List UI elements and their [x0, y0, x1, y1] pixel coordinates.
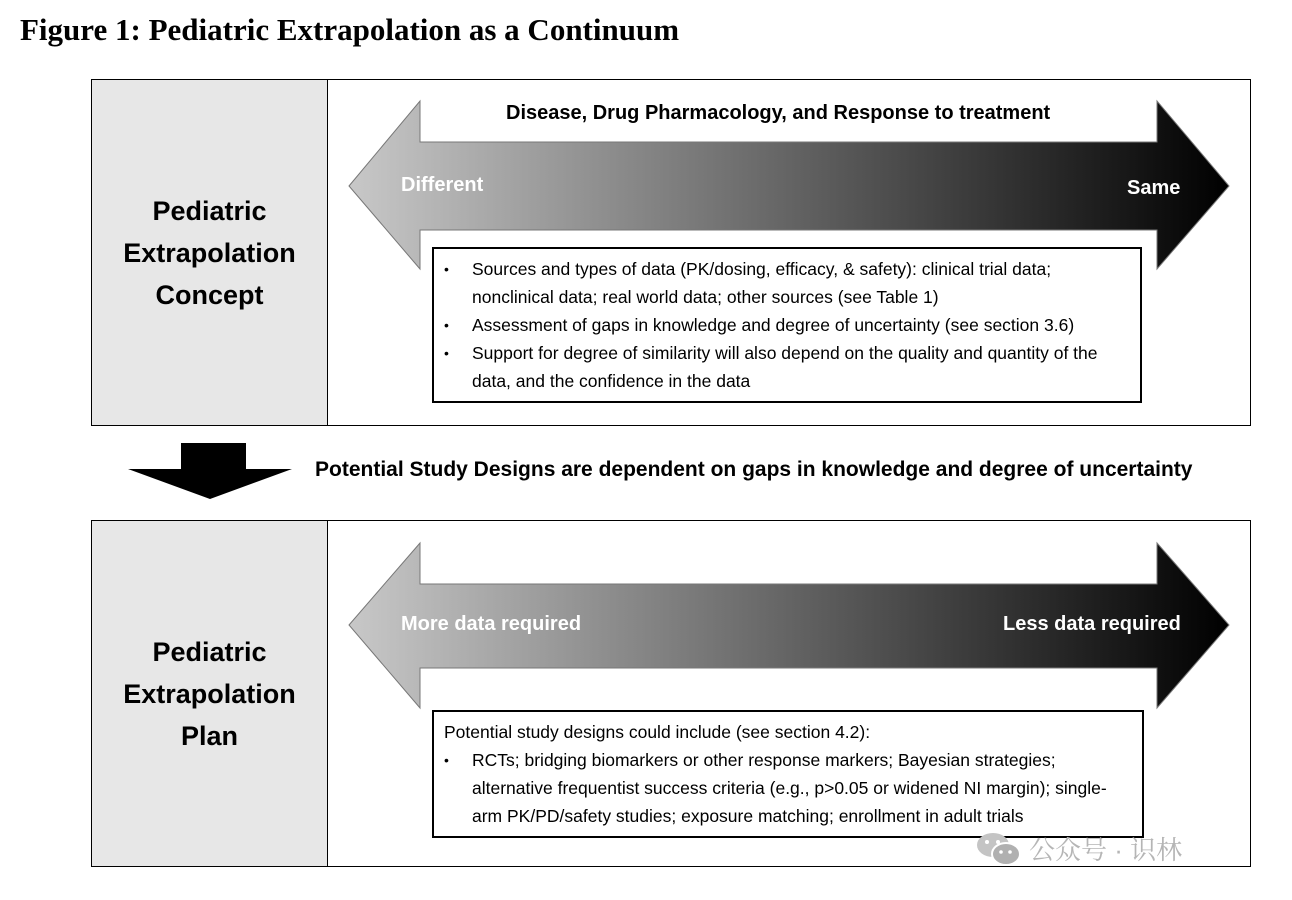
connector-text: Potential Study Designs are dependent on gaps in knowledge and degree of uncertainty — [315, 458, 1193, 481]
study-designs-intro: Potential study designs could include (see section 4.2): — [444, 722, 871, 742]
arrow-right-label: Less data required — [1003, 613, 1181, 635]
figure-title: Figure 1: Pediatric Extrapolation as a Continuum — [20, 12, 680, 47]
concept-panel — [91, 79, 1251, 426]
plan-label — [92, 521, 328, 866]
concept-label-line: Extrapolation — [123, 237, 296, 268]
arrow-right-label: Same — [1127, 177, 1181, 199]
plan-panel — [91, 520, 1251, 867]
watermark-text: 公众号 · 识林 — [1029, 835, 1183, 865]
bullet-item: • RCTs; bridging biomarkers or other response markers; Bayesian strategies; alternative frequentist success criteria (e.g., p>0.05 or widened NI margin); single-arm PK/PD/safety studies; exposure matching; enrollment in adult trials — [444, 746, 1132, 830]
arrow-left-label: More data required — [401, 613, 582, 635]
plan-label-line: Pediatric — [152, 636, 267, 667]
bullet-item: • Sources and types of data (PK/dosing, efficacy, & safety): clinical trial data; nonclinical data; real world data; other sources (see Table 1) — [444, 255, 1130, 311]
data-sources-box — [432, 247, 1142, 403]
down-arrow-icon — [128, 443, 293, 501]
bullet-item: • Assessment of gaps in knowledge and degree of uncertainty (see section 3.6) — [444, 311, 1130, 339]
plan-label-line: Extrapolation — [123, 678, 296, 709]
bullet-item: • Support for degree of similarity will also depend on the quality and quantity of the data, and the confidence in the data — [444, 339, 1130, 395]
study-designs-box — [432, 710, 1144, 838]
arrow-caption: Disease, Drug Pharmacology, and Response to treatment — [506, 102, 1051, 124]
concept-label — [92, 80, 328, 425]
watermark — [975, 830, 1182, 867]
arrow-left-label: Different — [401, 174, 484, 196]
wechat-icon — [975, 831, 1023, 867]
concept-label-line: Pediatric — [152, 195, 267, 226]
plan-label-line: Plan — [180, 720, 239, 751]
concept-label-line: Concept — [155, 279, 264, 310]
